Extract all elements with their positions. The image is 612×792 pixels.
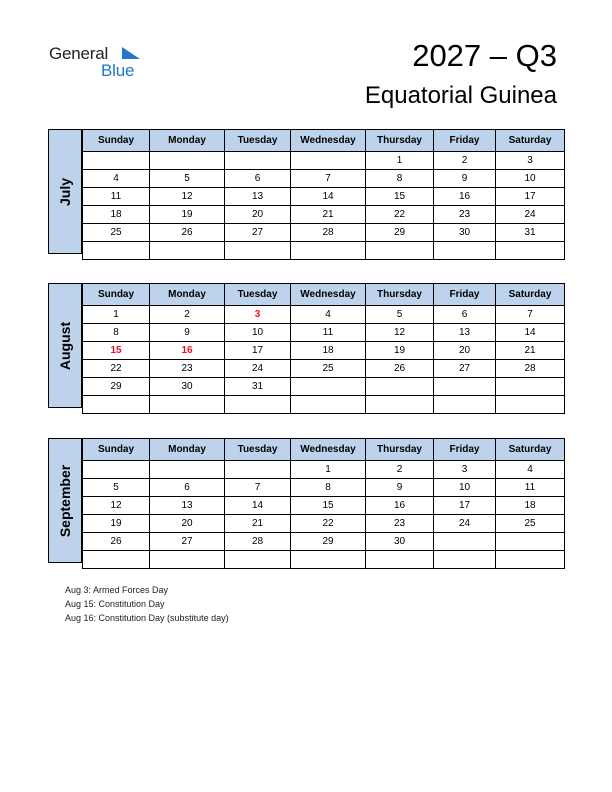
day-cell: 24 [434,515,496,533]
day-cell: 20 [434,342,496,360]
weekday-header: Monday [150,130,225,152]
day-cell: 18 [496,497,565,515]
day-cell: 23 [434,206,496,224]
week-row [83,242,565,260]
day-cell: 22 [366,206,434,224]
day-cell: 2 [150,306,225,324]
day-cell: 4 [496,461,565,479]
day-cell [434,396,496,414]
day-cell: 9 [434,170,496,188]
day-cell: 20 [225,206,291,224]
day-cell: 31 [225,378,291,396]
day-cell: 30 [434,224,496,242]
day-cell: 26 [366,360,434,378]
day-cell: 23 [366,515,434,533]
day-cell: 25 [496,515,565,533]
day-cell [496,551,565,569]
day-cell [83,152,150,170]
month-name: August [57,321,73,370]
day-cell: 18 [83,206,150,224]
day-cell: 18 [291,342,366,360]
day-cell: 5 [83,479,150,497]
day-cell: 1 [291,461,366,479]
day-cell: 30 [150,378,225,396]
day-cell: 21 [225,515,291,533]
day-cell: 22 [291,515,366,533]
day-cell: 21 [496,342,565,360]
day-cell: 26 [83,533,150,551]
day-cell: 24 [225,360,291,378]
day-cell: 12 [366,324,434,342]
day-cell: 17 [434,497,496,515]
weekday-header: Tuesday [225,439,291,461]
week-row [83,152,565,170]
day-cell: 14 [291,188,366,206]
day-cell: 7 [225,479,291,497]
weekday-header: Saturday [496,439,565,461]
day-cell [366,378,434,396]
day-cell [291,396,366,414]
weekday-header: Sunday [83,130,150,152]
day-cell: 10 [496,170,565,188]
day-cell [225,551,291,569]
weekday-header: Thursday [366,284,434,306]
day-cell: 26 [150,224,225,242]
month-block-2 [48,438,564,564]
day-cell: 28 [291,224,366,242]
day-cell [366,551,434,569]
month-label-cell [48,283,82,408]
day-cell: 3 [434,461,496,479]
week-row [83,515,565,533]
day-cell: 30 [366,533,434,551]
weekday-header: Wednesday [291,439,366,461]
day-cell: 19 [150,206,225,224]
month-table [82,283,565,414]
month-table [82,129,565,260]
day-cell: 14 [225,497,291,515]
day-cell [83,396,150,414]
day-cell: 6 [150,479,225,497]
day-cell: 15 [291,497,366,515]
weekday-header: Thursday [366,439,434,461]
day-cell [83,242,150,260]
holiday-note: Aug 15: Constitution Day [65,599,165,609]
day-cell: 2 [434,152,496,170]
day-cell [291,152,366,170]
week-row [83,224,565,242]
weekday-header: Thursday [366,130,434,152]
day-cell: 20 [150,515,225,533]
day-cell: 8 [291,479,366,497]
day-cell: 19 [83,515,150,533]
day-cell: 2 [366,461,434,479]
logo-text-blue: Blue [101,61,135,80]
week-row [83,342,565,360]
weekday-header-row [83,439,565,461]
month-table [82,438,565,569]
day-cell [496,396,565,414]
day-cell: 7 [291,170,366,188]
day-cell: 16 [150,342,225,360]
day-cell [83,461,150,479]
week-row [83,461,565,479]
holiday-note: Aug 3: Armed Forces Day [65,585,169,595]
day-cell: 9 [150,324,225,342]
day-cell [434,551,496,569]
day-cell: 28 [225,533,291,551]
holiday-notes [65,583,229,625]
day-cell: 23 [150,360,225,378]
day-cell [496,533,565,551]
week-row [83,324,565,342]
weekday-header-row [83,130,565,152]
weekday-header: Tuesday [225,130,291,152]
day-cell [291,242,366,260]
day-cell [225,242,291,260]
week-row [83,533,565,551]
day-cell: 10 [225,324,291,342]
day-cell [366,396,434,414]
week-row [83,188,565,206]
day-cell: 11 [83,188,150,206]
day-cell: 4 [83,170,150,188]
week-row [83,551,565,569]
day-cell: 31 [496,224,565,242]
weekday-header: Wednesday [291,284,366,306]
day-cell [225,461,291,479]
day-cell [150,242,225,260]
week-row [83,206,565,224]
day-cell: 8 [366,170,434,188]
day-cell: 29 [291,533,366,551]
month-name: September [57,464,73,537]
day-cell [366,242,434,260]
day-cell: 21 [291,206,366,224]
day-cell [150,551,225,569]
day-cell: 19 [366,342,434,360]
month-label-cell [48,129,82,254]
week-row [83,497,565,515]
day-cell: 29 [366,224,434,242]
day-cell [434,378,496,396]
day-cell: 12 [83,497,150,515]
day-cell [291,551,366,569]
country-name: Equatorial Guinea [364,82,557,109]
page-title: 2027 – Q3 [412,38,557,73]
day-cell: 16 [434,188,496,206]
day-cell: 7 [496,306,565,324]
weekday-header: Monday [150,284,225,306]
day-cell [225,152,291,170]
day-cell: 12 [150,188,225,206]
weekday-header: Monday [150,439,225,461]
weekday-header: Tuesday [225,284,291,306]
day-cell: 5 [366,306,434,324]
day-cell: 11 [496,479,565,497]
day-cell [434,242,496,260]
weekday-header: Friday [434,130,496,152]
month-block-1 [48,283,564,409]
week-row [83,396,565,414]
day-cell [291,378,366,396]
day-cell [496,378,565,396]
day-cell: 13 [434,324,496,342]
day-cell [150,461,225,479]
day-cell [150,152,225,170]
weekday-header: Sunday [83,439,150,461]
weekday-header: Saturday [496,284,565,306]
week-row [83,479,565,497]
day-cell: 28 [496,360,565,378]
weekday-header-row [83,284,565,306]
day-cell: 27 [150,533,225,551]
month-name: July [57,177,73,206]
day-cell: 13 [225,188,291,206]
day-cell: 6 [225,170,291,188]
day-cell: 1 [83,306,150,324]
day-cell: 13 [150,497,225,515]
day-cell: 17 [225,342,291,360]
day-cell: 11 [291,324,366,342]
day-cell: 22 [83,360,150,378]
week-row [83,306,565,324]
day-cell: 8 [83,324,150,342]
day-cell: 25 [291,360,366,378]
day-cell: 25 [83,224,150,242]
logo-text-general: General [49,44,109,63]
week-row [83,360,565,378]
week-row [83,170,565,188]
day-cell: 14 [496,324,565,342]
weekday-header: Friday [434,439,496,461]
day-cell: 1 [366,152,434,170]
day-cell [150,396,225,414]
day-cell: 9 [366,479,434,497]
day-cell: 15 [366,188,434,206]
month-label-cell [48,438,82,563]
weekday-header: Wednesday [291,130,366,152]
day-cell: 5 [150,170,225,188]
logo-flag-icon [120,47,140,61]
week-row [83,378,565,396]
day-cell: 4 [291,306,366,324]
day-cell: 10 [434,479,496,497]
day-cell [83,551,150,569]
weekday-header: Friday [434,284,496,306]
day-cell: 29 [83,378,150,396]
day-cell [496,242,565,260]
weekday-header: Saturday [496,130,565,152]
day-cell: 15 [83,342,150,360]
day-cell: 3 [225,306,291,324]
day-cell: 27 [225,224,291,242]
day-cell: 6 [434,306,496,324]
day-cell: 27 [434,360,496,378]
generalblue-logo [49,44,149,84]
day-cell [225,396,291,414]
day-cell: 3 [496,152,565,170]
day-cell: 17 [496,188,565,206]
day-cell [434,533,496,551]
day-cell: 16 [366,497,434,515]
day-cell: 24 [496,206,565,224]
month-block-0 [48,129,564,255]
weekday-header: Sunday [83,284,150,306]
holiday-note: Aug 16: Constitution Day (substitute day) [65,613,229,623]
